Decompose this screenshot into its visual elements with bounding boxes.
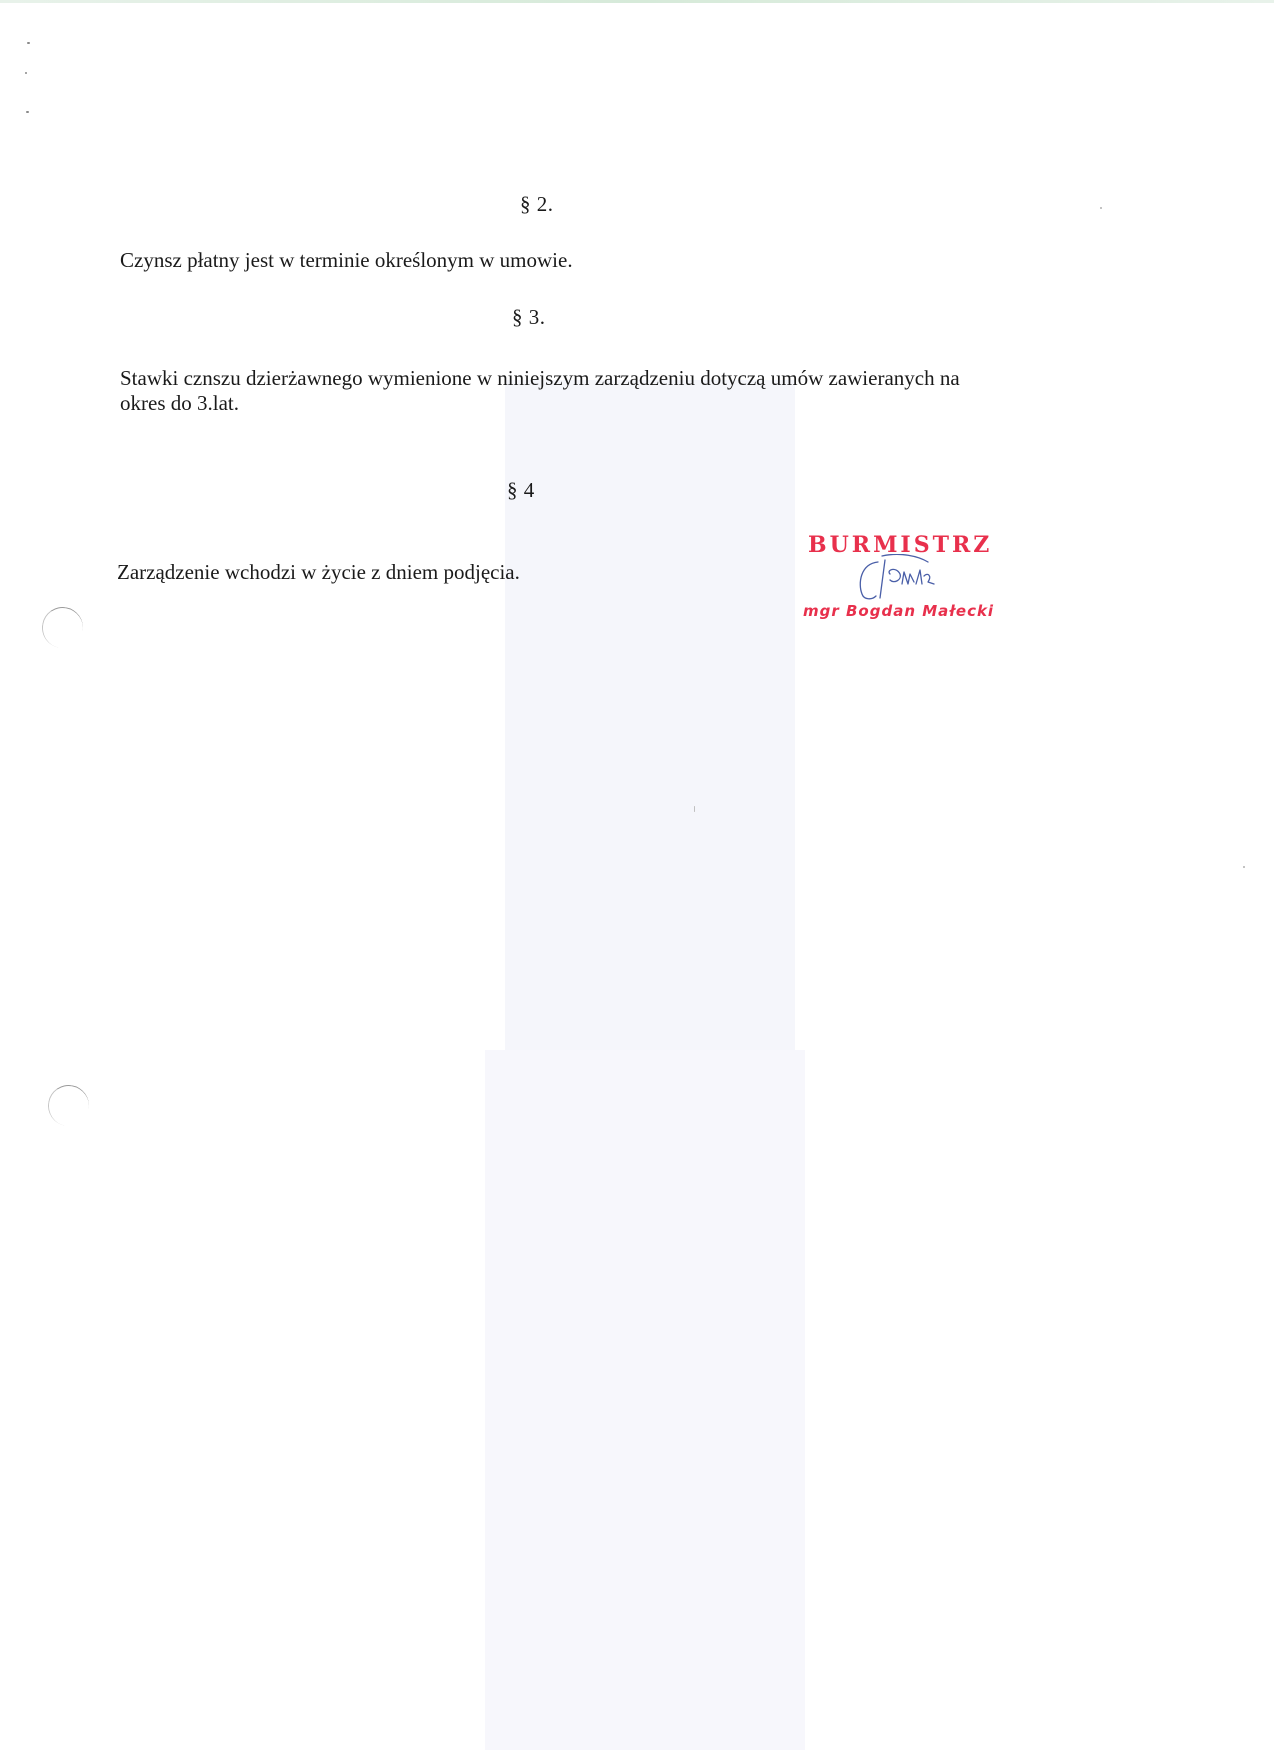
punch-hole-upper	[39, 604, 86, 651]
mayor-stamp	[790, 532, 1040, 642]
section-2-text: Czynsz płatny jest w terminie określonym w umowie.	[120, 248, 573, 272]
scan-shadow-lower	[485, 1050, 805, 1750]
scan-speck	[1100, 207, 1102, 209]
scan-speck	[26, 111, 29, 113]
scan-speck	[27, 42, 30, 44]
section-3-text-line-1: Stawki cznszu dzierżawnego wymienione w niniejszym zarządzeniu dotyczą umów zawieranych na	[120, 366, 960, 390]
section-4-text: Zarządzenie wchodzi w życie z dniem podjęcia.	[117, 560, 520, 584]
section-mark-4: § 4	[507, 478, 535, 502]
stamp-name: mgr Bogdan Małecki	[803, 602, 995, 620]
punch-hole-lower	[45, 1082, 92, 1129]
section-3-text-line-2: okres do 3.lat.	[120, 391, 239, 415]
scan-speck	[694, 806, 695, 812]
stamp-title: BURMISTRZ	[808, 532, 993, 558]
section-mark-3: § 3.	[512, 305, 546, 329]
scan-top-edge	[0, 0, 1274, 3]
section-mark-2: § 2.	[520, 192, 554, 216]
scan-speck	[1243, 866, 1245, 868]
scan-speck	[25, 72, 27, 74]
